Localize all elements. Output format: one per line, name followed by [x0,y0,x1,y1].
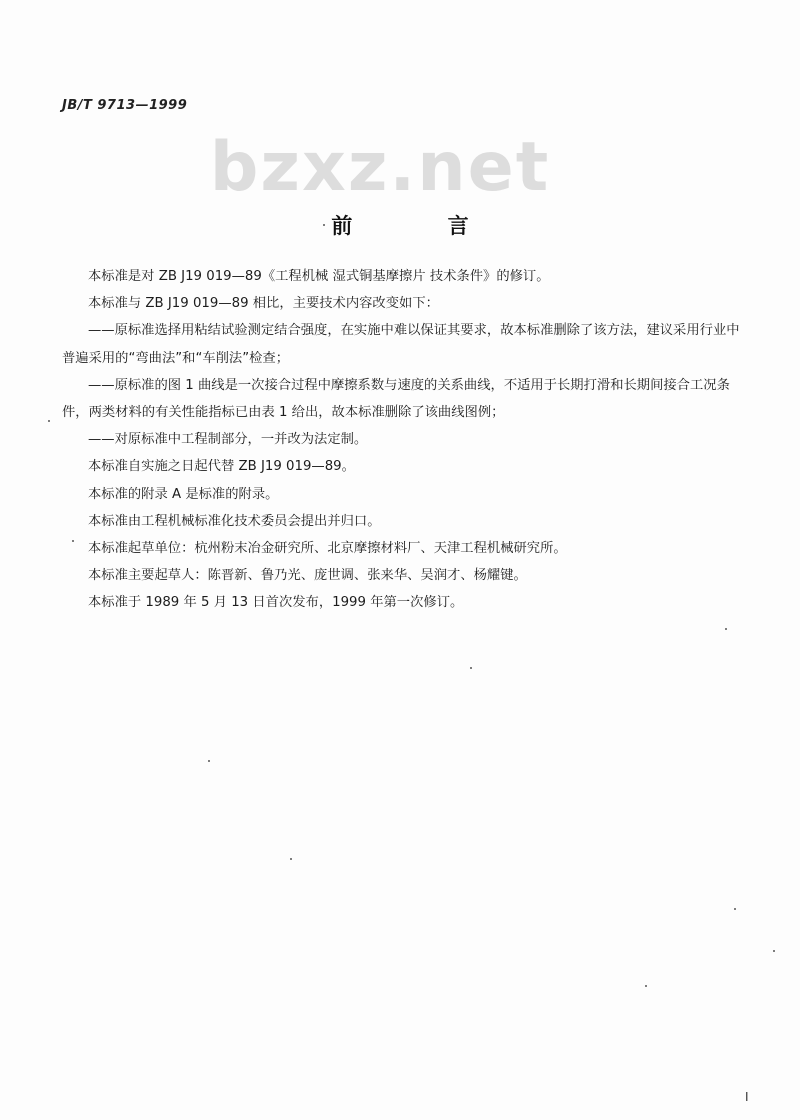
page-title: 前 言 [331,214,513,238]
scan-speck [470,667,472,669]
scan-speck [290,858,292,860]
scan-speck [208,760,210,762]
paragraph-change-bond-test: ——原标准选择用粘结试验测定结合强度，在实施中难以保证其要求，故本标准删除了该方法，建议采用行业中普遍采用的“弯曲法”和“车削法”检查； [62,323,740,366]
paragraph-revision-of: 本标准是对 ZB J19 019—89《工程机械 湿式铜基摩擦片 技术条件》的修订。 [88,269,550,284]
paragraph-appendix: 本标准的附录 A 是标准的附录。 [88,486,279,502]
page-number: I [745,1090,749,1104]
foreword-body [62,263,750,617]
scan-speck [773,950,775,952]
scan-speck [48,420,50,422]
paragraph-publication: 本标准于 1989 年 5 月 13 日首次发布，1999 年第一次修订。 [88,595,464,611]
paragraph-drafting-units: 本标准起草单位：杭州粉末冶金研究所、北京摩擦材料厂、天津工程机械研究所。 [88,541,567,557]
paragraph-change-curve: ——原标准的图 1 曲线是一次接合过程中摩擦系数与速度的关系曲线，不适用于长期打滑和长期间接合工况条件，两类材料的有关性能指标已由表 1 给出，故本标准删除了该曲线图例； [62,377,730,421]
paragraph-replaces: 本标准自实施之日起代替 ZB J19 019—89。 [88,459,355,475]
paragraph-change-units: ——对原标准中工程制部分，一并改为法定制。 [88,432,368,448]
document-code: JB/T 9713—1999 [62,98,188,113]
watermark: bzxz.net [209,128,551,207]
paragraph-changes-intro: 本标准与 ZB J19 019—89 相比，主要技术内容改变如下： [88,296,439,312]
scan-speck [645,985,647,987]
paragraph-drafters: 本标准主要起草人：陈晋新、鲁乃光、庞世调、张来华、吴润才、杨耀键。 [88,568,527,584]
scan-speck [323,224,325,226]
scan-speck [734,908,736,910]
paragraph-proposed-by: 本标准由工程机械标准化技术委员会提出并归口。 [88,513,381,529]
scan-speck [72,540,74,542]
scan-speck [725,628,727,630]
